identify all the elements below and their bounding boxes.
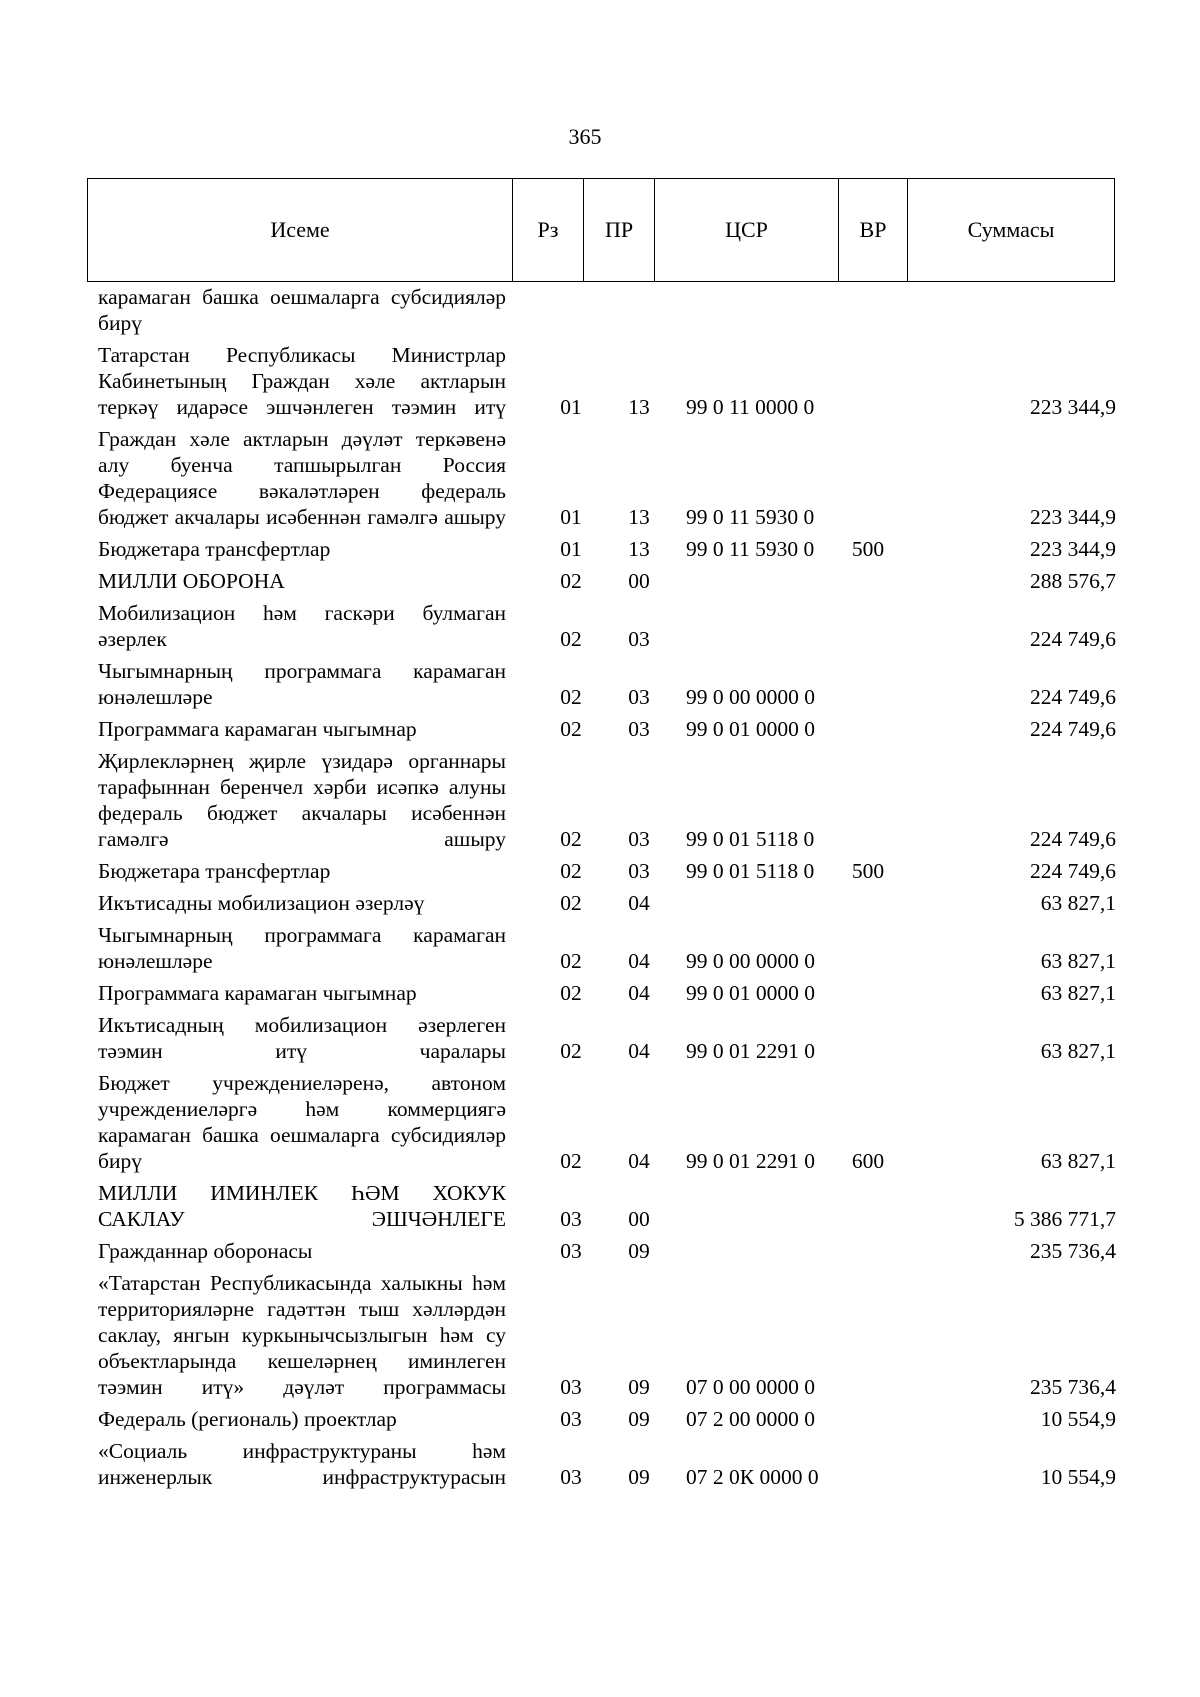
- row-sum: 224 749,6: [1030, 827, 1116, 851]
- row-csr: 07 2 0К 0000 0: [686, 1465, 819, 1489]
- row-name: «Татарстан Республикасында халыкны һәм территорияләрне гадәттән тыш хәлләрдән саклау, янгын куркынычсызлыгын һәм су объектларында кешеләрнең иминлеген тәэмин итү» дәүләт программасы: [98, 1271, 506, 1399]
- row-rz: 01: [560, 505, 582, 529]
- row-pr: 13: [628, 537, 650, 561]
- column-header-sum: Суммасы: [908, 179, 1115, 282]
- row-csr: 99 0 00 0000 0: [686, 949, 815, 973]
- row-rz: 02: [560, 685, 582, 709]
- row-rz: 02: [560, 717, 582, 741]
- row-rz: 03: [560, 1407, 582, 1431]
- row-pr: 09: [628, 1465, 650, 1489]
- table-row: [98, 1012, 1118, 1064]
- table-row: [98, 426, 1118, 530]
- row-pr: 09: [628, 1239, 650, 1263]
- table-row: [98, 716, 1118, 742]
- row-name: Программага карамаган чыгымнар: [98, 981, 417, 1005]
- row-vr: 500: [851, 537, 885, 561]
- row-pr: 04: [628, 949, 650, 973]
- row-name: Граждан хәле актларын дәүләт теркәвенә алу буенча тапшырылган Россия Федерациясе вәкаләтләрен федераль бюджет акчалары исәбеннән гамәлгә ашыру: [98, 427, 506, 529]
- table-row: [98, 748, 1118, 852]
- table-row: [98, 890, 1118, 916]
- row-rz: 02: [560, 1149, 582, 1173]
- row-csr: 99 0 11 0000 0: [686, 395, 815, 419]
- row-csr: 99 0 01 2291 0: [686, 1149, 815, 1173]
- row-pr: 00: [628, 1207, 650, 1231]
- table-row: [98, 1406, 1118, 1432]
- row-pr: 03: [628, 627, 650, 651]
- row-pr: 04: [628, 1039, 650, 1063]
- table-row: [98, 342, 1118, 420]
- row-name: Бюджетара трансфертлар: [98, 859, 331, 883]
- row-rz: 01: [560, 395, 582, 419]
- row-name: Чыгымнарның программага карамаган юнәлешләре: [98, 923, 506, 973]
- table-row: [98, 922, 1118, 974]
- table-row: [98, 1238, 1118, 1264]
- row-sum: 224 749,6: [1030, 685, 1116, 709]
- row-sum: 223 344,9: [1030, 505, 1116, 529]
- column-header-csr: ЦСР: [655, 179, 839, 282]
- row-name: Федераль (региональ) проектлар: [98, 1407, 397, 1431]
- row-csr: 99 0 01 5118 0: [686, 827, 815, 851]
- row-vr: 500: [851, 859, 885, 883]
- row-csr: 99 0 00 0000 0: [686, 685, 815, 709]
- row-name: Бюджет учреждениеләренә, автоном учреждениеләргә һәм коммерциягә карамаган башка оешмаларга субсидияләр бирү: [98, 1071, 506, 1173]
- table-row: [98, 284, 1118, 336]
- row-pr: 03: [628, 685, 650, 709]
- row-rz: 02: [560, 949, 582, 973]
- row-sum: 63 827,1: [1040, 1039, 1116, 1063]
- table-row: [98, 536, 1118, 562]
- row-rz: 02: [560, 981, 582, 1005]
- row-pr: 04: [628, 981, 650, 1005]
- row-name: Икътисадны мобилизацион әзерләү: [98, 891, 425, 915]
- row-sum: 10 554,9: [1040, 1407, 1116, 1431]
- table-row: [98, 568, 1118, 594]
- row-sum: 63 827,1: [1040, 1149, 1116, 1173]
- row-name: МИЛЛИ ИМИНЛЕК ҺӘМ ХОКУК САКЛАУ ЭШЧӘНЛЕГЕ: [98, 1181, 506, 1231]
- row-sum: 235 736,4: [1030, 1239, 1116, 1263]
- row-rz: 02: [560, 891, 582, 915]
- table-body: [98, 284, 1118, 1496]
- row-rz: 01: [560, 537, 582, 561]
- row-name: Татарстан Республикасы Министрлар Кабинетының Граждан хәле актларын теркәү идарәсе эшчәнлеген тәэмин итү: [98, 343, 506, 419]
- row-pr: 03: [628, 859, 650, 883]
- column-header-vr: ВР: [839, 179, 908, 282]
- row-pr: 09: [628, 1407, 650, 1431]
- row-sum: 224 749,6: [1030, 859, 1116, 883]
- row-pr: 04: [628, 1149, 650, 1173]
- table-row: [98, 858, 1118, 884]
- table-row: [98, 1180, 1118, 1232]
- table-row: [98, 1270, 1118, 1400]
- row-csr: 99 0 11 5930 0: [686, 505, 815, 529]
- row-pr: 13: [628, 505, 650, 529]
- row-pr: 03: [628, 827, 650, 851]
- table-row: [98, 600, 1118, 652]
- table-row: [98, 980, 1118, 1006]
- row-name: Гражданнар оборонасы: [98, 1239, 313, 1263]
- row-rz: 02: [560, 859, 582, 883]
- column-header-pr: ПР: [584, 179, 655, 282]
- row-pr: 04: [628, 891, 650, 915]
- row-sum: 5 386 771,7: [1013, 1207, 1116, 1231]
- row-rz: 02: [560, 569, 582, 593]
- row-name: «Социаль инфраструктураны һәм инженерлык инфраструктурасын: [98, 1439, 506, 1489]
- column-header-rz: Рз: [513, 179, 584, 282]
- row-name: Программага карамаган чыгымнар: [98, 717, 417, 741]
- row-rz: 03: [560, 1239, 582, 1263]
- row-name: карамаган башка оешмаларга субсидияләр бирү: [98, 285, 506, 335]
- row-pr: 09: [628, 1375, 650, 1399]
- row-rz: 03: [560, 1207, 582, 1231]
- row-sum: 63 827,1: [1040, 891, 1116, 915]
- row-sum: 63 827,1: [1040, 949, 1116, 973]
- row-vr: 600: [851, 1149, 885, 1173]
- row-sum: 223 344,9: [1030, 395, 1116, 419]
- row-sum: 63 827,1: [1040, 981, 1116, 1005]
- page-number: 365: [568, 124, 602, 149]
- row-pr: 13: [628, 395, 650, 419]
- row-sum: 10 554,9: [1040, 1465, 1116, 1489]
- table-header: [87, 178, 1115, 282]
- row-csr: 99 0 01 0000 0: [686, 717, 815, 741]
- row-csr: 99 0 11 5930 0: [686, 537, 815, 561]
- row-name: Мобилизацион һәм гаскәри булмаган әзерлек: [98, 601, 506, 651]
- row-sum: 224 749,6: [1030, 717, 1116, 741]
- row-sum: 223 344,9: [1030, 537, 1116, 561]
- row-name: Икътисадның мобилизацион әзерлеген тәэмин итү чаралары: [98, 1013, 506, 1063]
- row-rz: 02: [560, 627, 582, 651]
- row-name: Җирлекләрнең җирле үзидарә органнары тарафыннан беренчел хәрби исәпкә алуны федераль бюджет акчалары исәбеннән гамәлгә ашыру: [98, 749, 506, 851]
- row-pr: 00: [628, 569, 650, 593]
- row-rz: 02: [560, 1039, 582, 1063]
- row-rz: 03: [560, 1465, 582, 1489]
- row-csr: 99 0 01 0000 0: [686, 981, 815, 1005]
- table-row: [98, 658, 1118, 710]
- row-name: Бюджетара трансфертлар: [98, 537, 331, 561]
- row-name: Чыгымнарның программага карамаган юнәлешләре: [98, 659, 506, 709]
- row-csr: 07 2 00 0000 0: [686, 1407, 815, 1431]
- row-name: МИЛЛИ ОБОРОНА: [98, 569, 285, 593]
- table-row: [98, 1070, 1118, 1174]
- column-header-name: Исеме: [88, 179, 513, 282]
- row-csr: 07 0 00 0000 0: [686, 1375, 815, 1399]
- row-pr: 03: [628, 717, 650, 741]
- row-sum: 224 749,6: [1030, 627, 1116, 651]
- row-rz: 02: [560, 827, 582, 851]
- row-sum: 288 576,7: [1030, 569, 1116, 593]
- row-rz: 03: [560, 1375, 582, 1399]
- row-csr: 99 0 01 2291 0: [686, 1039, 815, 1063]
- row-csr: 99 0 01 5118 0: [686, 859, 815, 883]
- table-row: [98, 1438, 1118, 1490]
- row-sum: 235 736,4: [1030, 1375, 1116, 1399]
